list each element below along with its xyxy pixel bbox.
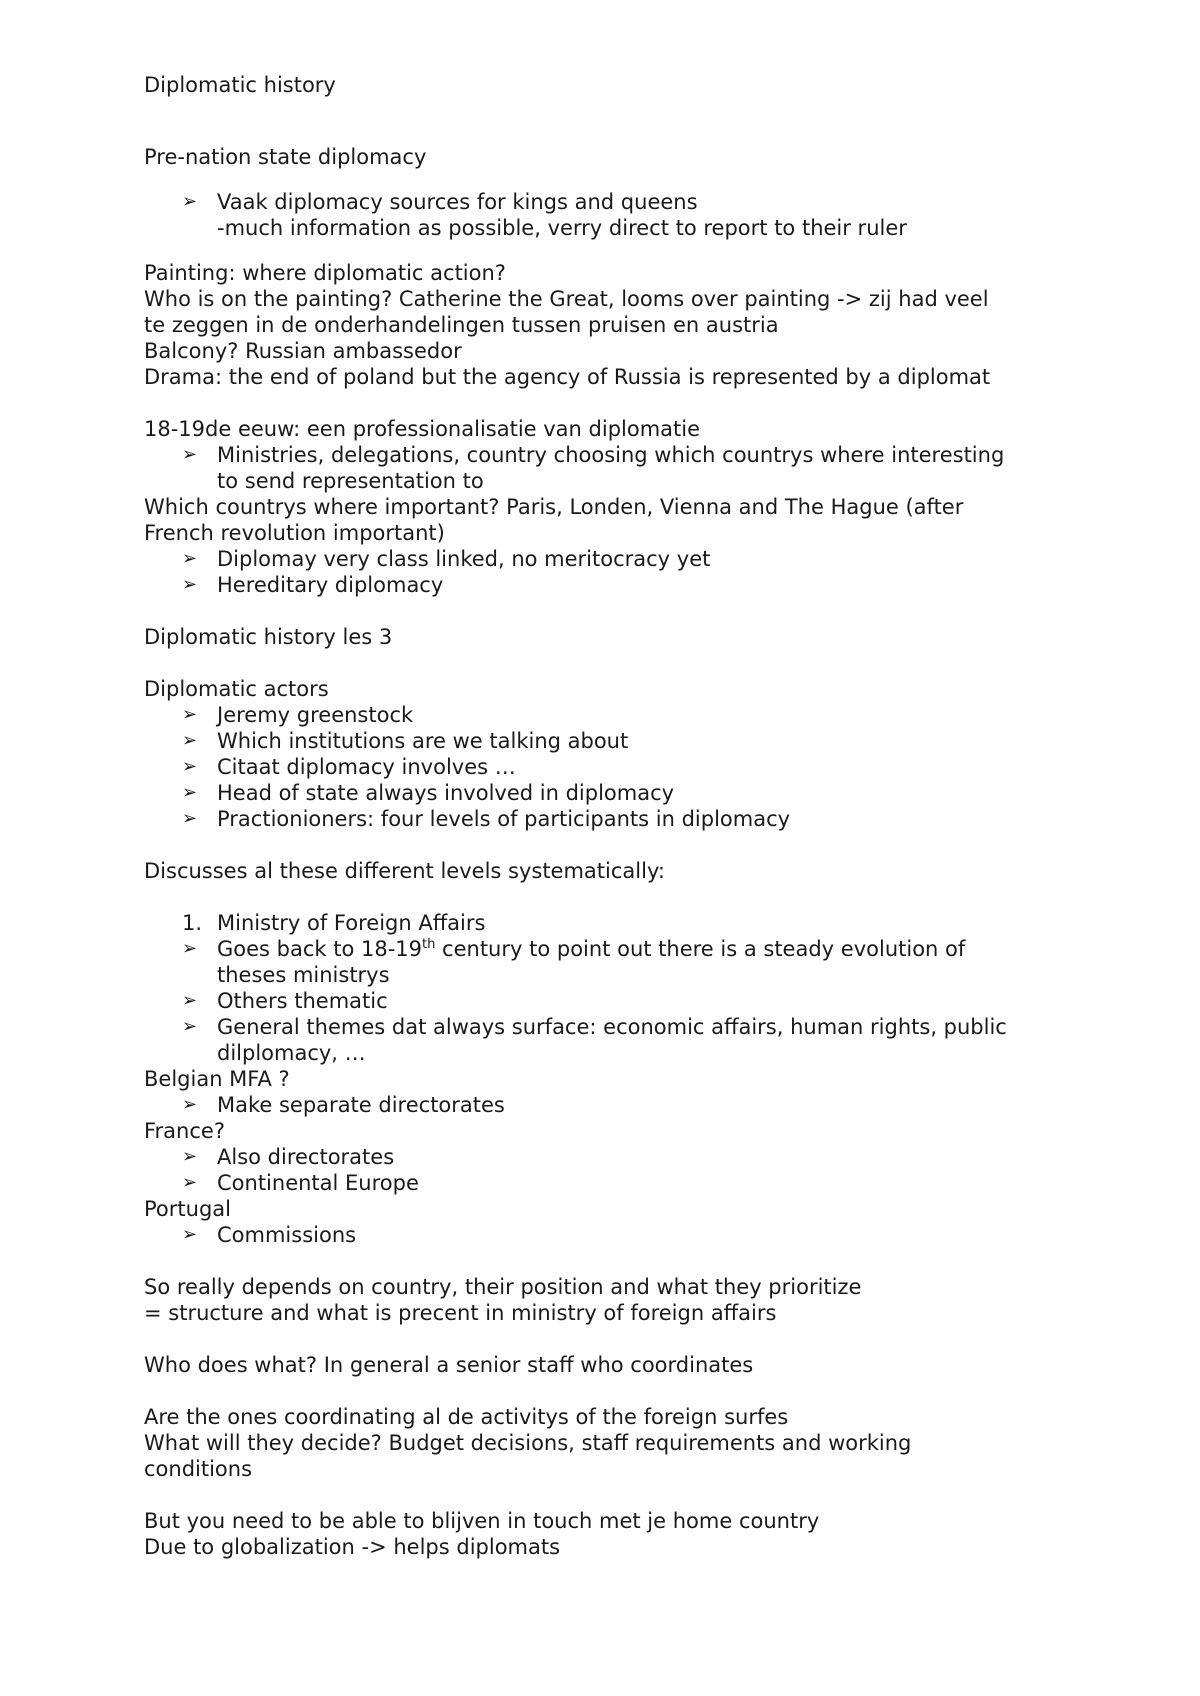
bullet-list-actors <box>144 702 1074 832</box>
arrow-bullet-icon: ➢ <box>182 1146 198 1167</box>
arrow-bullet-icon: ➢ <box>182 756 198 777</box>
list-item: ➢ Which institutions are we talking about <box>182 729 629 753</box>
list-item: ➢ Practionioners: four levels of participants in diplomacy <box>182 807 791 831</box>
list-item: ➢ Ministries, delegations, country choosing which countrys where interesting to send representation to <box>182 443 1005 493</box>
list-item: ➢ Jeremy greenstock <box>182 703 414 727</box>
country-label-france: France? <box>144 1119 225 1143</box>
list-number: 1. <box>182 911 203 935</box>
painting-line: Balcony? Russian ambassedor <box>144 339 462 363</box>
arrow-bullet-icon: ➢ <box>182 704 198 725</box>
list-item: ➢ Others thematic <box>182 989 388 1013</box>
bullet-list-france <box>144 1144 1074 1196</box>
arrow-bullet-icon: ➢ <box>182 1224 198 1245</box>
arrow-bullet-icon: ➢ <box>182 990 198 1011</box>
list-item: ➢ Hereditary diplomacy <box>182 573 444 597</box>
section-heading-levels: Discusses al these different levels systematically: <box>144 859 665 883</box>
section-heading-professionalisation: 18-19de eeuw: een professionalisatie van diplomatie <box>144 417 701 441</box>
country-label-portugal: Portugal <box>144 1197 231 1221</box>
paragraph-line: conditions <box>144 1457 253 1481</box>
arrow-bullet-icon: ➢ <box>182 444 198 465</box>
arrow-bullet-icon: ➢ <box>182 548 198 569</box>
list-item: ➢ Vaak diplomacy sources for kings and queens <box>182 190 698 214</box>
paragraph-line: = structure and what is precent in ministry of foreign affairs <box>144 1301 777 1325</box>
countries-line: Which countrys where important? Paris, Londen, Vienna and The Hague (after <box>144 495 964 519</box>
arrow-bullet-icon: ➢ <box>182 191 198 212</box>
list-item: ➢ Head of state always involved in diplomacy <box>182 781 675 805</box>
paragraph-line: Are the ones coordinating al de activitys of the foreign surfes <box>144 1405 789 1429</box>
section-heading-actors: Diplomatic actors <box>144 677 329 701</box>
arrow-bullet-icon: ➢ <box>182 574 198 595</box>
bullet-list-mfa <box>144 936 1074 1066</box>
bullet-list-pre-nation <box>144 189 1074 215</box>
superscript: th <box>422 937 436 952</box>
arrow-bullet-icon: ➢ <box>182 1094 198 1115</box>
country-label-belgium: Belgian MFA ? <box>144 1067 290 1091</box>
continuation-line: -much information as possible, verry direct to report to their ruler <box>217 216 907 240</box>
arrow-bullet-icon: ➢ <box>182 1172 198 1193</box>
numbered-list-mfa <box>144 910 1074 936</box>
list-item: ➢ Also directorates <box>182 1145 395 1169</box>
bullet-list-professionalisation <box>144 442 1074 494</box>
bullet-list-belgium <box>144 1092 1074 1118</box>
painting-line: Drama: the end of poland but the agency of Russia is represented by a diplomat <box>144 365 991 389</box>
paragraph-line: So really depends on country, their position and what they prioritize <box>144 1275 862 1299</box>
section-heading-pre-nation: Pre-nation state diplomacy <box>144 145 427 169</box>
section-heading-les3: Diplomatic history les 3 <box>144 625 393 649</box>
paragraph-line: Who does what? In general a senior staff who coordinates <box>144 1353 754 1377</box>
paragraph-line: What will they decide? Budget decisions, staff requirements and working <box>144 1431 912 1455</box>
list-item: ➢ General themes dat always surface: economic affairs, human rights, public dilplomacy, … <box>182 1015 1007 1065</box>
arrow-bullet-icon: ➢ <box>182 808 198 829</box>
list-item: ➢ Commissions <box>182 1223 357 1247</box>
document-body <box>144 72 1074 1560</box>
painting-line: te zeggen in de onderhandelingen tussen pruisen en austria <box>144 313 779 337</box>
painting-line: Who is on the painting? Catherine the Great, looms over painting -> zij had veel <box>144 287 989 311</box>
list-item: ➢ Diplomay very class linked, no meritocracy yet <box>182 547 711 571</box>
list-item: ➢ Citaat diplomacy involves … <box>182 755 516 779</box>
arrow-bullet-icon: ➢ <box>182 730 198 751</box>
arrow-bullet-icon: ➢ <box>182 782 198 803</box>
paragraph-line: Due to globalization -> helps diplomats <box>144 1535 561 1559</box>
numbered-item: 1. Ministry of Foreign Affairs <box>182 911 486 935</box>
document-title: Diplomatic history <box>144 73 336 97</box>
list-item: ➢ Goes back to 18-19th century to point out there is a steady evolution of theses ministrys <box>182 937 966 987</box>
bullet-list-class <box>144 546 1074 598</box>
list-item: ➢ Continental Europe <box>182 1171 419 1195</box>
countries-line: French revolution important) <box>144 521 445 545</box>
arrow-bullet-icon: ➢ <box>182 938 198 959</box>
arrow-bullet-icon: ➢ <box>182 1016 198 1037</box>
list-item: ➢ Make separate directorates <box>182 1093 505 1117</box>
bullet-list-portugal <box>144 1222 1074 1248</box>
paragraph-line: But you need to be able to blijven in touch met je home country <box>144 1509 820 1533</box>
painting-line: Painting: where diplomatic action? <box>144 261 506 285</box>
